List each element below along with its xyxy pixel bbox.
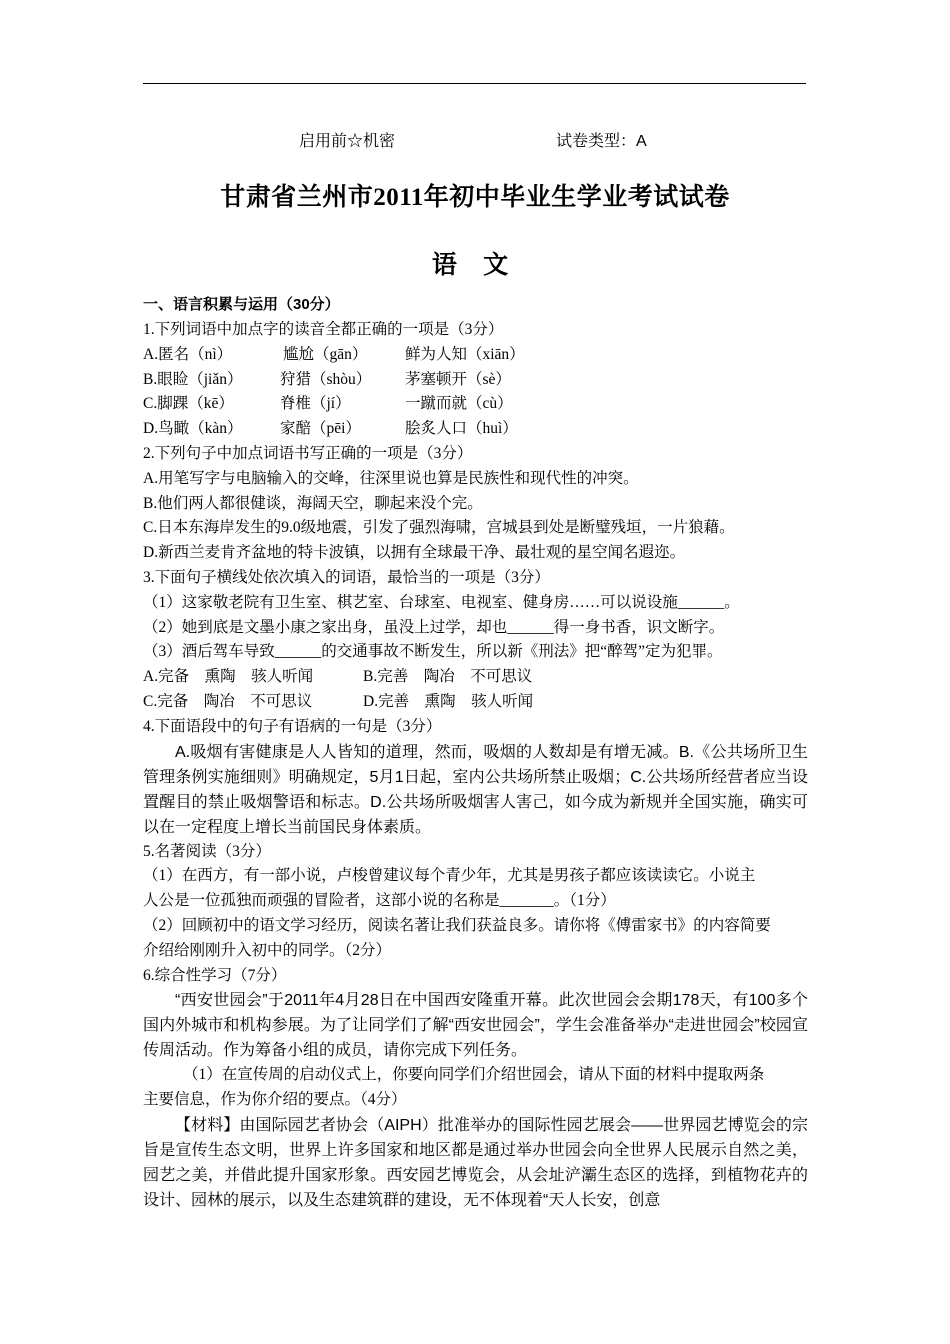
option-word: C.脚踝（kē） xyxy=(143,395,234,413)
option-line xyxy=(143,665,808,690)
question-stem: 5.名著阅读（3分） xyxy=(143,842,271,860)
option-word: 茅塞顿开（sè） xyxy=(405,370,511,388)
question-stem: 4.下面语段中的句子有语病的一句是（3分） xyxy=(143,717,442,735)
option-line: A.用笔写字与电脑输入的交峰，往深里说也算是民族性和现代性的冲突。 xyxy=(143,469,639,487)
option-line: C.日本东海岸发生的9.0级地震，引发了强烈海啸，宫城县到处是断璧残垣，一片狼藉。 xyxy=(143,519,735,537)
text-line: （2）回顾初中的语文学习经历，阅读名著让我们获益良多。请你将《傅雷家书》的内容简要 xyxy=(143,916,771,934)
exam-title: 甘肃省兰州市2011年初中毕业生学业考试试卷 xyxy=(220,184,730,211)
option-line: D.新西兰麦肯齐盆地的特卡波镇，以拥有全球最干净、最壮观的星空闻名遐迩。 xyxy=(143,544,686,562)
option-word: B.眼睑（jiǎn） xyxy=(143,370,243,388)
paper-type-label: 试卷类型：A xyxy=(556,133,647,150)
text-line: （1）在西方，有一部小说，卢梭曾建议每个青少年，尤其是男孩子都应该读读它。小说主 xyxy=(143,867,756,885)
option-word: 狩猎（shòu） xyxy=(280,370,372,388)
fill-item: （3）酒后驾车导致______的交通事故不断发生，所以新《刑法》把“醉驾”定为犯罪。 xyxy=(143,643,723,661)
option-line xyxy=(143,417,808,442)
q6-intro: “西安世园会”于2011年4月28日在中国西安隆重开幕。此次世园会会期178天，有100多个国内外城市和机构参展。为了让同学们了解“西安世园会”，学生会准备举办“走进世园会”校园宣传周活动。作为筹备小组的成员，请你完成下列任务。 xyxy=(143,992,808,1060)
option-word: D.鸟瞰（kàn） xyxy=(143,420,243,438)
confidential-label: 启用前☆机密 xyxy=(299,133,396,150)
question-stem: 2.下列句子中加点词语书写正确的一项是（3分） xyxy=(143,444,473,462)
text-line: 人公是一位孤独而顽强的冒险者，这部小说的名称是_______。（1分） xyxy=(143,892,616,910)
option-word: 家醅（pēi） xyxy=(280,420,361,438)
option-choice: B.完善 陶冶 不可思议 xyxy=(363,668,533,686)
option-word: 脍炙人口（huì） xyxy=(405,420,518,438)
question-stem: 6.综合性学习（7分） xyxy=(143,966,287,984)
option-line xyxy=(143,690,808,715)
option-choice: C.完备 陶冶 不可思议 xyxy=(143,692,313,710)
option-line xyxy=(143,368,808,393)
material-paragraph: 【材料】由国际园艺者协会（AIPH）批准举办的国际性园艺展会——世界园艺博览会的宗旨是宣传生态文明，世界上许多国家和地区都是通过举办世园会向全世界人民展示自然之美，园艺之美，并借此提升国家形象。西安园艺博览会，从会址浐灞生态区的选择，到植物花卉的设计、园林的展示，以及生态建筑群的建设，无不体现着“天人长安，创意 xyxy=(143,1116,808,1209)
option-choice: D.完善 熏陶 骇人听闻 xyxy=(363,692,534,710)
option-word: 尴尬（gān） xyxy=(283,345,368,363)
option-choice: A.完备 熏陶 骇人听闻 xyxy=(143,668,314,686)
question-stem: 3.下面句子横线处依次填入的词语，最恰当的一项是（3分） xyxy=(143,568,550,586)
fill-item: （1）这家敬老院有卫生室、棋艺室、台球室、电视室、健身房……可以说设施______。 xyxy=(143,593,740,611)
option-word: 脊椎（jí） xyxy=(280,395,351,413)
subject-title: 语 文 xyxy=(431,252,519,279)
option-line xyxy=(143,343,808,368)
top-rule xyxy=(143,83,806,84)
q4-paragraph: A.吸烟有害健康是人人皆知的道理，然而，吸烟的人数却是有增无减。B.《公共场所卫生管理条例实施细则》明确规定，5月1日起，室内公共场所禁止吸烟；C.公共场所经营者应当设置醒目的禁止吸烟警语和标志。D.公共场所吸烟害人害己，如今成为新规并全国实施，确实可以在一定程度上增长当前国民身体素质。 xyxy=(143,743,808,836)
option-word: 一蹴而就（cù） xyxy=(405,395,513,413)
fill-item: （2）她到底是文墨小康之家出身，虽没上过学，却也______得一身书香，识文断字。 xyxy=(143,618,725,636)
option-word: 鲜为人知（xiān） xyxy=(405,345,525,363)
text-line: （1）在宣传周的启动仪式上，你要向同学们介绍世园会，请从下面的材料中提取两条 xyxy=(183,1066,765,1084)
option-line: B.他们两人都很健谈，海阔天空，聊起来没个完。 xyxy=(143,494,483,512)
exam-content xyxy=(143,292,808,1213)
option-line xyxy=(143,392,808,417)
option-word: A.匿名（nì） xyxy=(143,345,233,363)
text-line: 介绍给刚刚升入初中的同学。（2分） xyxy=(143,941,392,959)
text-line: 主要信息，作为你介绍的要点。（4分） xyxy=(143,1091,407,1109)
section-heading: 一、语言积累与运用（30分） xyxy=(143,296,340,313)
question-stem: 1.下列词语中加点字的读音全都正确的一项是（3分） xyxy=(143,321,504,338)
